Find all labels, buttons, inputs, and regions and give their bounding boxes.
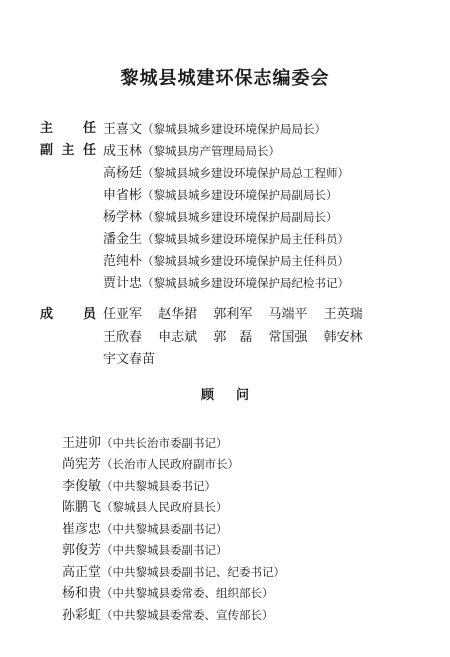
person-name: 潘金生 (103, 232, 143, 247)
advisors-heading: 顾问 (200, 388, 271, 403)
person-title: （中共黎城县委书记） (101, 479, 217, 493)
member-name: 马端平 (268, 307, 308, 322)
director-entry (103, 118, 326, 137)
member-name: 郭 磊 (213, 330, 253, 345)
person-name: 范纯朴 (103, 254, 143, 269)
person-name: 尚宪芳 (62, 457, 102, 472)
vice-director-entry (103, 140, 280, 159)
vice-director-entry (103, 184, 338, 203)
person-title: （中共黎城县委副书记） (101, 522, 228, 536)
member-name: 王欣春 (103, 330, 143, 345)
members-row (103, 326, 375, 345)
person-name: 孙彩虹 (62, 608, 102, 623)
person-name: 王喜文 (103, 122, 143, 137)
role-label-vice-director: 副 主 任 (40, 143, 96, 158)
person-name: 郭俊芳 (62, 543, 102, 558)
advisor-entry (62, 539, 228, 558)
person-title: （中共黎城县委常委、组织部长） (101, 586, 274, 600)
members-row (103, 348, 167, 367)
person-title: （黎城县城乡建设环境保护局主任科员） (142, 254, 350, 268)
person-name: 贾计忠 (103, 276, 143, 291)
person-name: 李俊敏 (62, 479, 102, 494)
vice-director-entry (103, 206, 338, 225)
page-title: 黎城县城建环保志编委会 (120, 68, 330, 89)
advisor-entry (62, 496, 228, 515)
person-title: （黎城县城乡建设环境保护局副局长） (142, 188, 338, 202)
member-name: 宇文春苗 (103, 352, 156, 367)
person-title: （中共黎城县委常委、宣传部长） (101, 608, 274, 622)
member-name: 赵华捃 (158, 307, 198, 322)
person-title: （黎城县城乡建设环境保护局总工程师） (142, 166, 350, 180)
person-title: （中共黎城县委副书记） (101, 543, 228, 557)
role-label-director: 主 任 (40, 121, 96, 136)
advisor-entry (62, 518, 228, 537)
advisor-entry (62, 475, 216, 494)
person-name: 高正堂 (62, 565, 102, 580)
advisor-entry (62, 453, 239, 472)
person-name: 申省彬 (103, 188, 143, 203)
vice-director-entry (103, 272, 349, 291)
vice-director-entry (103, 250, 349, 269)
person-title: （黎城县城乡建设环境保护局纪检书记） (142, 276, 350, 290)
advisor-entry (62, 432, 228, 451)
person-name: 杨和贵 (62, 586, 102, 601)
advisor-entry (62, 582, 274, 601)
advisor-entry (62, 561, 285, 580)
person-title: （长治市人民政府副市长） (101, 457, 240, 471)
member-name: 韩安林 (323, 330, 363, 345)
person-title: （黎城县城乡建设环境保护局局长） (142, 122, 327, 136)
member-name: 申志斌 (158, 330, 198, 345)
person-name: 崔彦忠 (62, 522, 102, 537)
person-title: （黎城县城乡建设环境保护局副局长） (142, 210, 338, 224)
person-name: 成玉林 (103, 144, 143, 159)
person-title: （黎城县房产管理局局长） (142, 144, 281, 158)
person-name: 杨学林 (103, 210, 143, 225)
member-name: 常国强 (268, 330, 308, 345)
role-label-members: 成 员 (40, 307, 96, 322)
person-title: （中共黎城县委副书记、纪委书记） (101, 565, 286, 579)
member-name: 任亚军 (103, 307, 143, 322)
person-title: （中共长治市委副书记） (101, 436, 228, 450)
person-title: （黎城县城乡建设环境保护局主任科员） (142, 232, 350, 246)
person-name: 王进卯 (62, 436, 102, 451)
member-name: 郭利军 (213, 307, 253, 322)
advisor-entry (62, 604, 274, 623)
member-name: 王英瑞 (323, 307, 363, 322)
person-name: 高杨廷 (103, 166, 143, 181)
members-row (103, 303, 375, 322)
vice-director-entry (103, 162, 349, 181)
vice-director-entry (103, 228, 349, 247)
person-title: （黎城县人民政府县长） (101, 500, 228, 514)
person-name: 陈鹏飞 (62, 500, 102, 515)
